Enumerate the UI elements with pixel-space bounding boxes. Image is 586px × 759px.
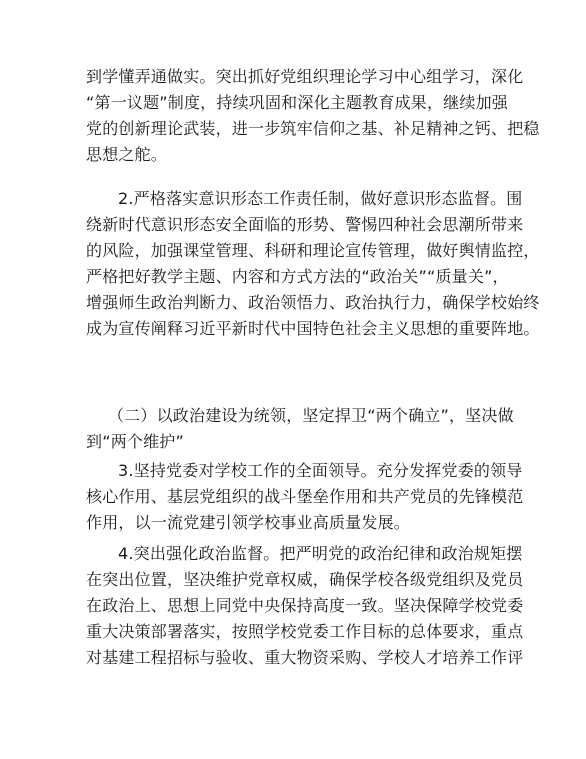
paragraph-continuation xyxy=(86,64,540,168)
text-line: 严格把好教学主题、内容和方式方法的“政治关”“质量关”， xyxy=(86,267,509,286)
text-line: 在突出位置，坚决维护党章权威，确保学校各级党组织及党员 xyxy=(86,570,524,589)
text-line: 绕新时代意识形态安全面临的形势、警惕四种社会思潮所带来 xyxy=(86,215,524,234)
text-line: 对基建工程招标与验收、重大物资采购、学校人才培养工作评 xyxy=(86,648,524,667)
text-line: 核心作用、基层党组织的战斗堡垒作用和共产党员的先锋模范 xyxy=(86,487,524,506)
text-line: 的风险，加强课堂管理、科研和理论宣传管理，做好舆情监控， xyxy=(86,241,540,260)
text-line: 党的创新理论武装，进一步筑牢信仰之基、补足精神之钙、把稳 xyxy=(86,119,540,138)
text-line: 4.突出强化政治监督。把严明党的政治纪律和政治规矩摆 xyxy=(118,544,523,563)
text-line: （二）以政治建设为统领，坚定捍卫“两个确立”，坚决做 xyxy=(108,406,514,425)
paragraph-item-4 xyxy=(86,541,526,671)
section-heading-2 xyxy=(86,403,526,455)
text-line: 到学懂弄通做实。突出抓好党组织理论学习中心组学习，深化 xyxy=(86,67,524,86)
text-line: 到“两个维护” xyxy=(86,432,184,451)
text-line: 增强师生政治判断力、政治领悟力、政治执行力，确保学校始终 xyxy=(86,293,540,312)
text-line: 2.严格落实意识形态工作责任制，做好意识形态监督。围 xyxy=(118,189,523,208)
text-line: 在政治上、思想上同党中央保持高度一致。坚决保障学校党委 xyxy=(86,596,524,615)
text-line: 重大决策部署落实，按照学校党委工作目标的总体要求，重点 xyxy=(86,622,524,641)
text-line: 成为宣传阐释习近平新时代中国特色社会主义思想的重要阵地。 xyxy=(86,319,540,338)
text-line: 3.坚持党委对学校工作的全面领导。充分发挥党委的领导 xyxy=(118,461,523,480)
paragraph-item-2 xyxy=(86,186,540,342)
paragraph-item-3 xyxy=(86,458,526,536)
text-line: “第一议题”制度，持续巩固和深化主题教育成果，继续加强 xyxy=(86,93,508,112)
text-line: 作用，以一流党建引领学校事业高质量发展。 xyxy=(86,513,411,532)
text-line: 思想之舵。 xyxy=(86,145,168,164)
